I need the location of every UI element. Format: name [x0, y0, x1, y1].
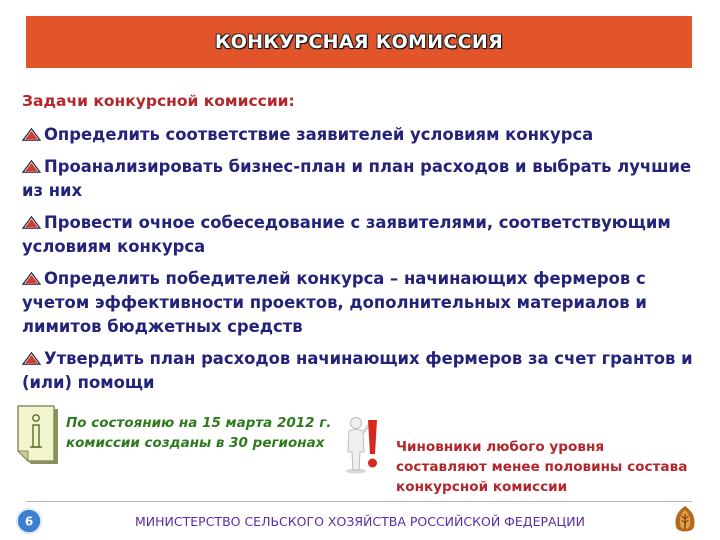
info-note-icon [14, 404, 60, 468]
task-item [22, 347, 702, 395]
triangle-bullet-icon [22, 160, 41, 173]
page-number: 6 [24, 514, 34, 529]
ministry-emblem-icon [668, 505, 702, 535]
ministry-footer: МИНИСТЕРСТВО СЕЛЬСКОГО ХОЗЯЙСТВА РОССИЙСКОЙ ФЕДЕРАЦИИ [135, 514, 585, 529]
note-text: По состоянию на 15 марта 2012 г. комиссии созданы в 30 регионах [66, 415, 332, 451]
tasks-heading: Задачи конкурсной комиссии: [22, 92, 295, 110]
task-text: Проанализировать бизнес-план и план расходов и выбрать лучшие из них [22, 157, 692, 200]
task-text: Утвердить план расходов начинающих фермеров за счет грантов и (или) помощи [22, 349, 693, 392]
triangle-bullet-icon [22, 272, 41, 285]
triangle-bullet-icon [22, 128, 41, 141]
task-text: Определить соответствие заявителей условиям конкурса [44, 125, 594, 144]
task-text: Провести очное собеседование с заявителями, соответствующим условиям конкурса [22, 213, 671, 256]
triangle-bullet-icon [22, 352, 41, 365]
exclamation-person-icon [344, 416, 386, 474]
task-text: Определить победителей конкурса – начинающих фермеров с учетом эффективности проектов, дополнительных материалов и лимитов бюджетных средств [22, 269, 647, 336]
title-banner [26, 16, 692, 68]
triangle-bullet-icon [22, 216, 41, 229]
tasks-section [22, 92, 702, 403]
footer-divider [26, 501, 692, 502]
task-item [22, 123, 702, 147]
warning-text: Чиновники любого уровня составляют менее половины состава конкурсной комиссии [396, 439, 688, 495]
task-item [22, 267, 702, 339]
slide-title: КОНКУРСНАЯ КОМИССИЯ [214, 31, 504, 53]
task-item [22, 211, 702, 259]
task-item [22, 155, 702, 203]
